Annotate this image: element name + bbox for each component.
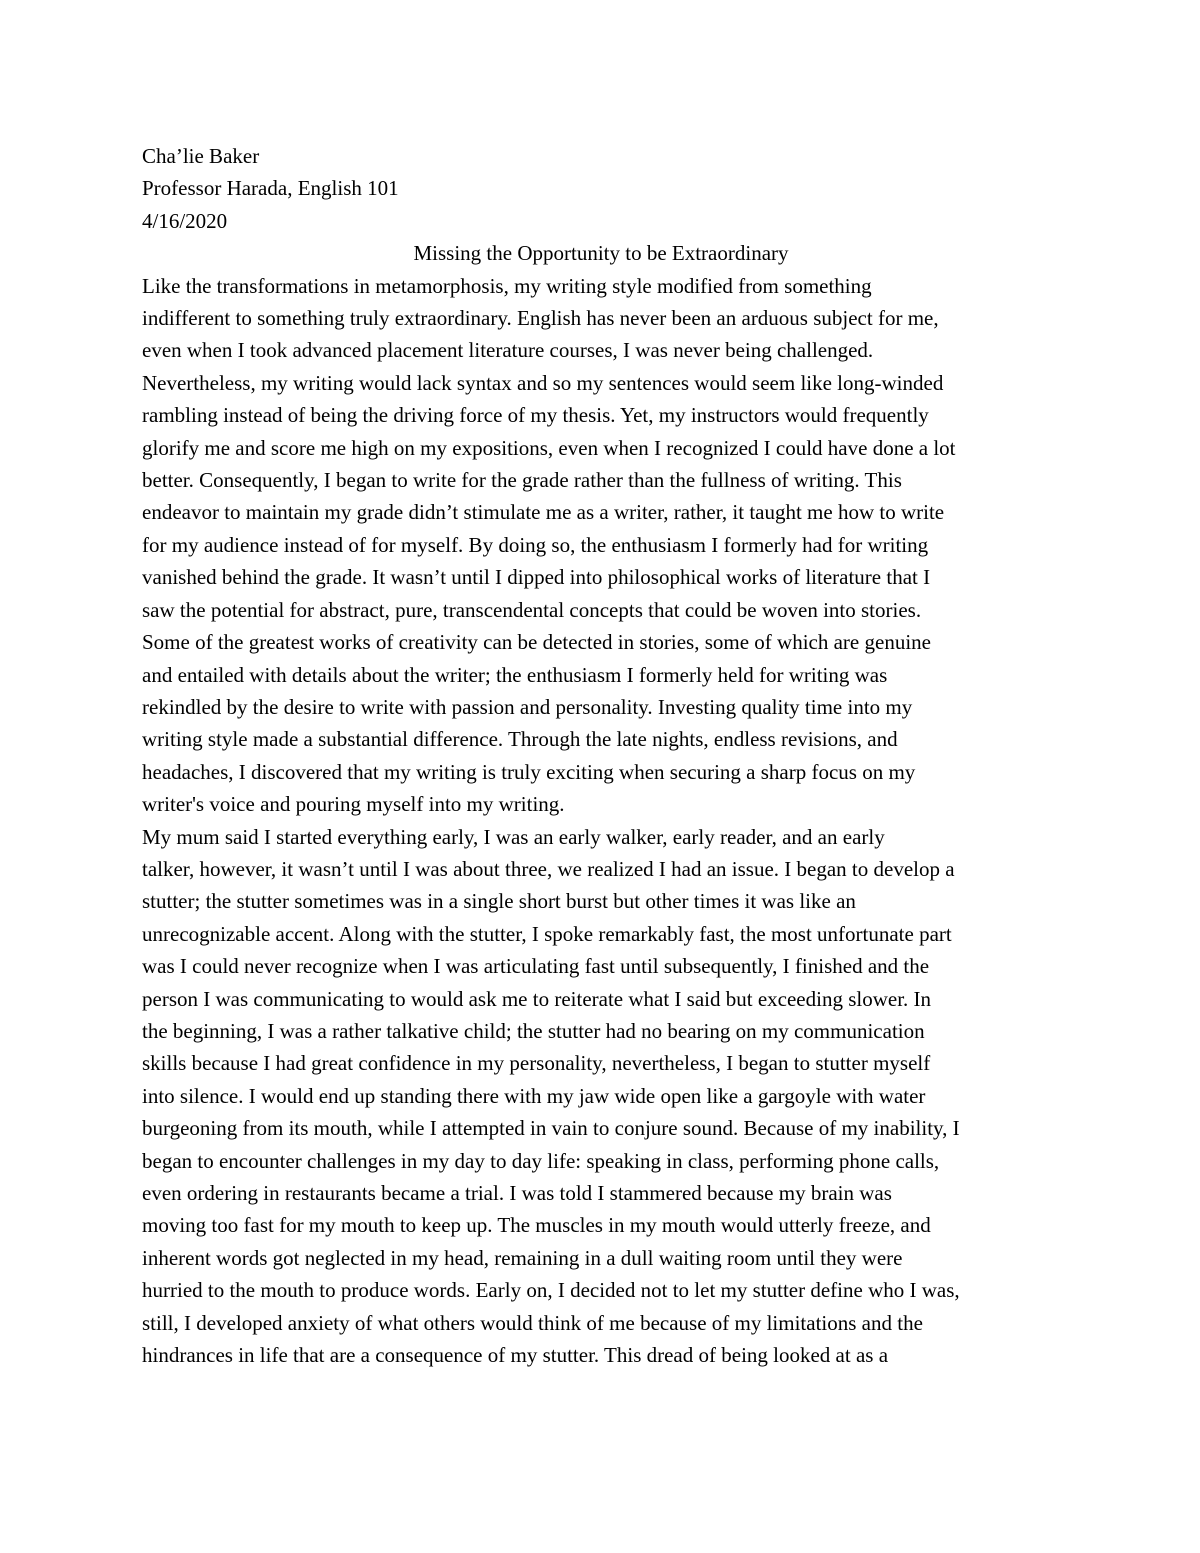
paragraph-line: moving too fast for my mouth to keep up. The muscles in my mouth would utterly freeze, and xyxy=(142,1213,931,1238)
paragraph-line: even ordering in restaurants became a trial. I was told I stammered because my brain was xyxy=(142,1181,892,1205)
paragraph-line: began to encounter challenges in my day to day life: speaking in class, performing phone calls, xyxy=(142,1148,940,1173)
paragraph-line: My mum said I started everything early, I was an early walker, early reader, and an early xyxy=(142,824,885,849)
essay-date: 4/16/2020 xyxy=(142,208,228,233)
essay-title: Missing the Opportunity to be Extraordinary xyxy=(413,241,789,266)
paragraph-line: and entailed with details about the writer; the enthusiasm I formerly held for writing was xyxy=(142,662,888,687)
paragraph-line: Some of the greatest works of creativity can be detected in stories, some of which are genuine xyxy=(142,630,931,655)
paragraph-line: talker, however, it wasn’t until I was about three, we realized I had an issue. I began to develop a xyxy=(142,856,955,881)
paragraph-line: was I could never recognize when I was articulating fast until subsequently, I finished and the xyxy=(142,954,930,979)
paragraph-line: writer's voice and pouring myself into my writing. xyxy=(142,792,565,817)
paragraph-line: headaches, I discovered that my writing is truly exciting when securing a sharp focus on my xyxy=(142,759,916,784)
paragraph-line: the beginning, I was a rather talkative child; the stutter had no bearing on my communication xyxy=(142,1018,925,1043)
paragraph-line: indifferent to something truly extraordinary. English has never been an arduous subject for me, xyxy=(142,306,939,331)
paragraph-line: hurried to the mouth to produce words. Early on, I decided not to let my stutter define who I was, xyxy=(142,1278,960,1303)
paragraph-line: endeavor to maintain my grade didn’t stimulate me as a writer, rather, it taught me how to write xyxy=(142,500,945,525)
paragraph-line: even when I took advanced placement literature courses, I was never being challenged. xyxy=(142,338,874,363)
paragraph-line: into silence. I would end up standing there with my jaw wide open like a gargoyle with water xyxy=(142,1083,926,1108)
paragraph-1 xyxy=(142,270,1060,821)
paragraph-line: unrecognizable accent. Along with the stutter, I spoke remarkably fast, the most unfortunate part xyxy=(142,921,952,946)
course-info: Professor Harada, English 101 xyxy=(142,176,399,201)
paragraph-line: rambling instead of being the driving force of my thesis. Yet, my instructors would frequently xyxy=(142,403,929,428)
paragraph-line: Nevertheless, my writing would lack syntax and so my sentences would seem like long-winded xyxy=(142,370,944,395)
paragraph-line: inherent words got neglected in my head, remaining in a dull waiting room until they were xyxy=(142,1245,903,1270)
paragraph-line: burgeoning from its mouth, while I attempted in vain to conjure sound. Because of my inability, I xyxy=(142,1116,960,1141)
author-name: Cha’lie Baker xyxy=(142,144,260,168)
paragraph-2 xyxy=(142,821,1060,1372)
paragraph-line: still, I developed anxiety of what others would think of me because of my limitations and the xyxy=(142,1310,923,1335)
paragraph-line: vanished behind the grade. It wasn’t until I dipped into philosophical works of literature that I xyxy=(142,565,931,590)
essay-body xyxy=(142,140,1060,1371)
paragraph-line: rekindled by the desire to write with passion and personality. Investing quality time into my xyxy=(142,694,913,719)
paragraph-line: saw the potential for abstract, pure, transcendental concepts that could be woven into stories. xyxy=(142,597,922,622)
paragraph-line: Like the transformations in metamorphosis, my writing style modified from something xyxy=(142,273,872,298)
paragraph-line: writing style made a substantial difference. Through the late nights, endless revisions, and xyxy=(142,727,898,752)
paragraph-line: hindrances in life that are a consequence of my stutter. This dread of being looked at as a xyxy=(142,1343,889,1368)
paragraph-line: stutter; the stutter sometimes was in a single short burst but other times it was like an xyxy=(142,889,856,914)
paragraph-line: glorify me and score me high on my expositions, even when I recognized I could have done a lot xyxy=(142,435,956,460)
paragraph-line: better. Consequently, I began to write for the grade rather than the fullness of writing. This xyxy=(142,468,902,493)
paragraph-line: person I was communicating to would ask me to reiterate what I said but exceeding slower. In xyxy=(142,986,932,1011)
paragraph-line: for my audience instead of for myself. By doing so, the enthusiasm I formerly had for writing xyxy=(142,532,929,557)
paragraph-line: skills because I had great confidence in my personality, nevertheless, I began to stutter myself xyxy=(142,1051,931,1076)
